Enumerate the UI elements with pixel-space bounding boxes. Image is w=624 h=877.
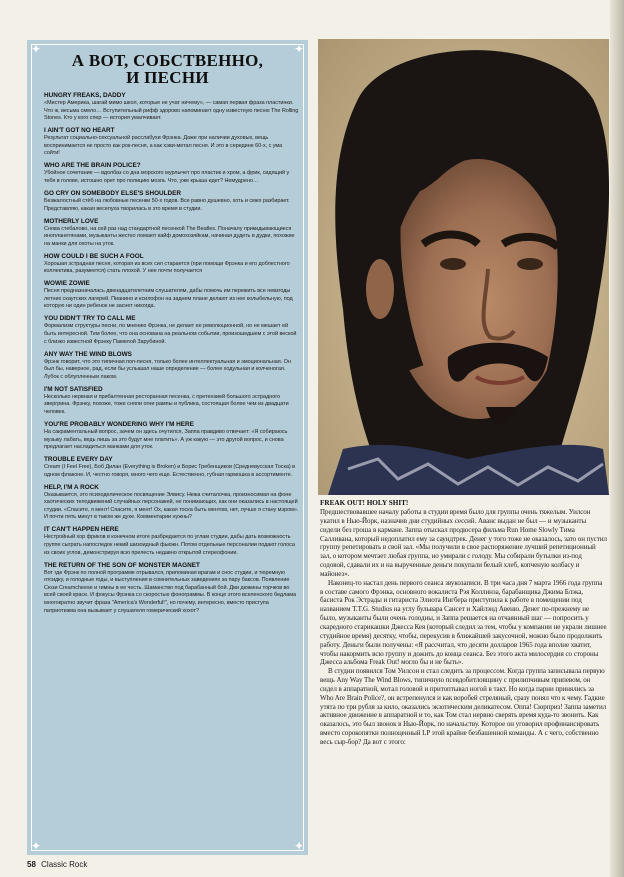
- song-entry: [44, 253, 299, 276]
- song-description: Снова стебалово, на сей раз над стандартной песенкой The Beatles. Поначалу прикидывающиеся инопланетянами, музыканты жестко ломают кайф домохозяйкам, начиная дудеть в дудки, похожие на манки для охоты на уток.: [44, 225, 295, 247]
- song-entry: [44, 315, 299, 346]
- song-title: TROUBLE EVERY DAY: [44, 456, 113, 464]
- song-title: IT CAN'T HAPPEN HERE: [44, 526, 119, 534]
- ornament-corner-icon: ✦: [30, 839, 42, 853]
- magazine-name: Classic Rock: [41, 860, 88, 869]
- song-title: HUNGRY FREAKS, DADDY: [44, 92, 126, 99]
- song-description: Фрэнк говорит, что это типичная поп-песня, только более интеллектуальная и эмоциональная. Он был бы, наверное, рад, если бы услышал наше определение — более ходульная и колченогая. Лубок с облупленным лаком.: [44, 358, 291, 380]
- song-description: Безжалостный стёб на любовные песенки 50-х годов. Все равно душевно, хоть и смех разбирает. Представляю, какая веселуха творилась в это время в студии.: [44, 197, 290, 212]
- song-title: HELP, I'M A ROCK: [44, 483, 99, 491]
- song-title: HOW COULD I BE SUCH A FOOL: [44, 252, 144, 260]
- song-description: Cream (I Feel Free), Боб Дилан (Everything is Broken) и Борис Гребенщиков (Средневусская Тоска) в одном флаконе. И, честно говоря, много чего еще. Естественно, губная гармошка в ассортименте.: [44, 464, 296, 478]
- song-description: Результат социально-сексуальной расслабухи Фрэнка. Даже при наличии духовых, вещь воспринимается не просто как рок-песня, а как хэви-метал песня. И это в середине 60-х, с ума сойти!: [44, 135, 283, 157]
- song-title: WHO ARE THE BRAIN POLICE?: [44, 162, 141, 170]
- song-entry: [44, 456, 299, 479]
- panel-title: [37, 52, 298, 86]
- article-paragraph: Наконец-то настал день первого сеанса звукозаписи. В три часа дня 7 марта 1966 года группа в составе самого Фрэнка, основного вокалиста Рэя Коллинза, барабанщика Джима Блэка, басиста Рок Эстрады и гитариста Элиота Ингбера приступила к работе в помещении под названием T.T.G. Studios на углу бульвара Сансет и Хайлэнд Авеню. Денег по-прежнему не было, музыканты были очень голодны, и Заппа решается на отчаянный шаг — попросить у скаредного старикашки Джесса Кея (который следил за тем, чтобы у компании не украли лишнее студийное время) десятку, чтобы, перекусив в ближайшей закусочной, можно было продолжить работу. Деньги были получены: «Я рассчитал, что десяти долларов 1965 года вполне хватит, чтобы накормить всю группу и дожить до конца сеанса. Без этого акта милосердия со стороны Джесса альбома Freak Out! могло бы и не быть».: [320, 578, 607, 667]
- song-entry: [44, 162, 299, 185]
- song-description: Нестройный хор фриков в конечном итоге разбредается по углам студии, дабы дать возможность группе сыграть напоследок некий шизоидный фьюжн. Потом отдельные персоналии подают голоса из своих углов, демонстрируя всю прелесть недавно открытой стереофонии.: [44, 534, 295, 556]
- song-description: «Мистер Америка, шагай мимо школ, которые не учат ничему», — самая первая фраза пластинки. Что ж, весьма смело… Вступительный рифф здорово напоминает одну известную песню The Rolling Stones. Кто у кого спер — история умалчивает.: [44, 100, 299, 122]
- song-entry: [44, 280, 299, 311]
- song-title: YOU'RE PROBABLY WONDERING WHY I'M HERE: [44, 420, 194, 428]
- song-title: YOU DIDN'T TRY TO CALL ME: [44, 315, 136, 323]
- song-entry: [44, 484, 299, 522]
- song-description: Песня предназначалась двенадцатилетним слушателям, дабы помочь им пережить все невзгоды летних скаутских лагерей. Пианино и ксилофон на заднем плане делают из нее колыбельную, под которую ни один ребенок не заснет никогда.: [44, 288, 293, 310]
- song-description: Вот где Фрэнк по полной программе отрывался, припоминая врагам и снос студии, и тюремную отсидку, и голодные годы, и выступления в сомнительных заведениях за пару баксов. Появление Сюзи Creamcheese и гимны в ее честь. Шаманство под барабанный бой. Дви дюжины торчков во всей своей красе. И фокусы Фрэнка со скоростью фонограммы. В конце этого вселенского бедлама многократно звучит фраза "America's Wonderful!", но почему, интересно, вместо приступа патриотизма она вызывает у слушателя гомерический хохот?: [44, 569, 296, 614]
- song-title: MOTHERLY LOVE: [44, 217, 99, 225]
- song-description: Хорошая эстрадная песня, которая из всех сил старается (при помощи Фрэнка и его доблестного коллектива, разумеется) стать плохой. У нее почти получается: [44, 260, 290, 275]
- ornament-corner-icon: ✦: [293, 839, 305, 853]
- ornament-corner-icon: ✦: [293, 42, 305, 56]
- song-entry: [44, 386, 299, 417]
- article-column: [320, 498, 607, 747]
- song-entry: [44, 421, 299, 452]
- song-title: ANY WAY THE WIND BLOWS: [44, 350, 132, 358]
- song-title: THE RETURN OF THE SON OF MONSTER MAGNET: [44, 561, 200, 569]
- song-description: Несколько нервная и прибалтенная ресторанная песенка, с претензией большого эстрадного звергрина. Фрэнку, похоже, тоже сняли огни рампы и публика, состоящая более чем из двадцати человек.: [44, 393, 289, 415]
- song-title: GO CRY ON SOMEBODY ELSE'S SHOULDER: [44, 189, 182, 197]
- panel-title-line-1: А ВОТ, СОБСТВЕННО,: [71, 51, 264, 70]
- songs-sidebar-panel: [27, 40, 308, 855]
- song-description: Оказывается, это психоделическое посвящение Элвису. Нежа считалочка, произносимая на фоне хаотических телодвижений случайных персонажей, не понимающих, как они оказались в настоящей студии. «Спасите, я мент! Спасите, я мент! Ох, какая тоска быть ментом, нет, лучше я стану мэром». И почти пять минут в таком же духе. Комментарии нужны?: [44, 491, 299, 521]
- song-title: WOWIE ZOWIE: [44, 280, 90, 288]
- song-description: Формализм структуры песни, по мнению Фрэнка, не делает ее революционной, но не мешает ей быть интересной. Тем более, что она основана на реальном событии, произошедшем с этой веской с близко известной Фрэнку Памелой Зарубиной.: [44, 323, 297, 345]
- song-entry: [44, 351, 299, 382]
- song-entry: [44, 562, 299, 616]
- song-entry: [44, 218, 299, 249]
- article-paragraph: Предшествовавшее началу работы в студии время было для группы очень тяжелым. Уилсон укатил в Нью-Йорк, назначив дни студийных сессий. Аванс выдан не был — и музыканты сидели без гроша в кармане. Заппа отыскал продюсера фильма Run Home Slowly Тима Салливана, который недоплатил ему за саундтрек. Денег у того тоже не оказалось, зато он пустил группу репетировать в свой зал. «Мы получили в свое распоряжение лучший репетиционный зал, о котором мечтает любая группа, но умирали с голоду. Мы собирали бутылки из-под содовой, сдавали их и на вырученные деньги покупали белый хлеб, копченую колбасу и майонез».: [320, 508, 607, 578]
- song-entry: [44, 92, 299, 123]
- page-number: 58: [27, 860, 36, 869]
- page-gutter-shadow: [610, 0, 624, 877]
- panel-title-line-2: И ПЕСНИ: [126, 68, 209, 87]
- song-description: Убойное сочетание — вдолбаз со дна морского мурлычет про пластик и хром, а фрик, сидящий у тебя в голове, истошно орет про полицию мозга. Что, уже крыша едет? Немудрено…: [44, 170, 290, 184]
- portrait-illustration: [318, 39, 609, 495]
- article-heading: FREAK OUT! HOLY SHIT!: [320, 499, 409, 507]
- page-footer: [27, 860, 87, 869]
- song-description: На сакраментальный вопрос, зачем он здесь очутился, Заппа правдиво отвечает: «Я собираюсь музыку лабать, ведь лишь за это будут мне платить». А уж какую — это другой вопрос, и снова предлагает насладиться манками для уток.: [44, 428, 288, 451]
- song-entry: [44, 190, 299, 213]
- ornament-corner-icon: ✦: [30, 42, 42, 56]
- song-title: I'M NOT SATISFIED: [44, 385, 103, 393]
- song-title: I AIN'T GOT NO HEART: [44, 127, 115, 135]
- song-list: [44, 92, 299, 620]
- song-entry: [44, 127, 299, 158]
- artist-portrait-photo: [318, 39, 609, 495]
- song-entry: [44, 526, 299, 557]
- article-paragraph: В студии появился Том Уилсон и стал следить за процессом. Когда группа записывала первую вещь Any Way The Wind Blows, типичную псевдобитловщину с прилипчивым припевом, он сидел в аппаратной, мотал головой и притоптывал ногой в такт. Но когда парни принялись за Who Are Brain Police?, он встрепенулся и как воробей стреляный, сразу понял что к чему. Гадкие утята по три рубля за кило, оказались экзотическим деликатесом. Оппа! Сюрприз! Заппа заметил активное движение в аппаратной и то, как Том стал нервно сверять время куда-то звонить. Как оказалось, это был звонок в Нью-Йорк, по начальству. Которое он уговорил профинансировать вместо сорокопятки полноценный LP этой крайне безбашенной команды. А с чего, собственно весь сыр-бор? Да вот с этого:: [320, 667, 607, 746]
